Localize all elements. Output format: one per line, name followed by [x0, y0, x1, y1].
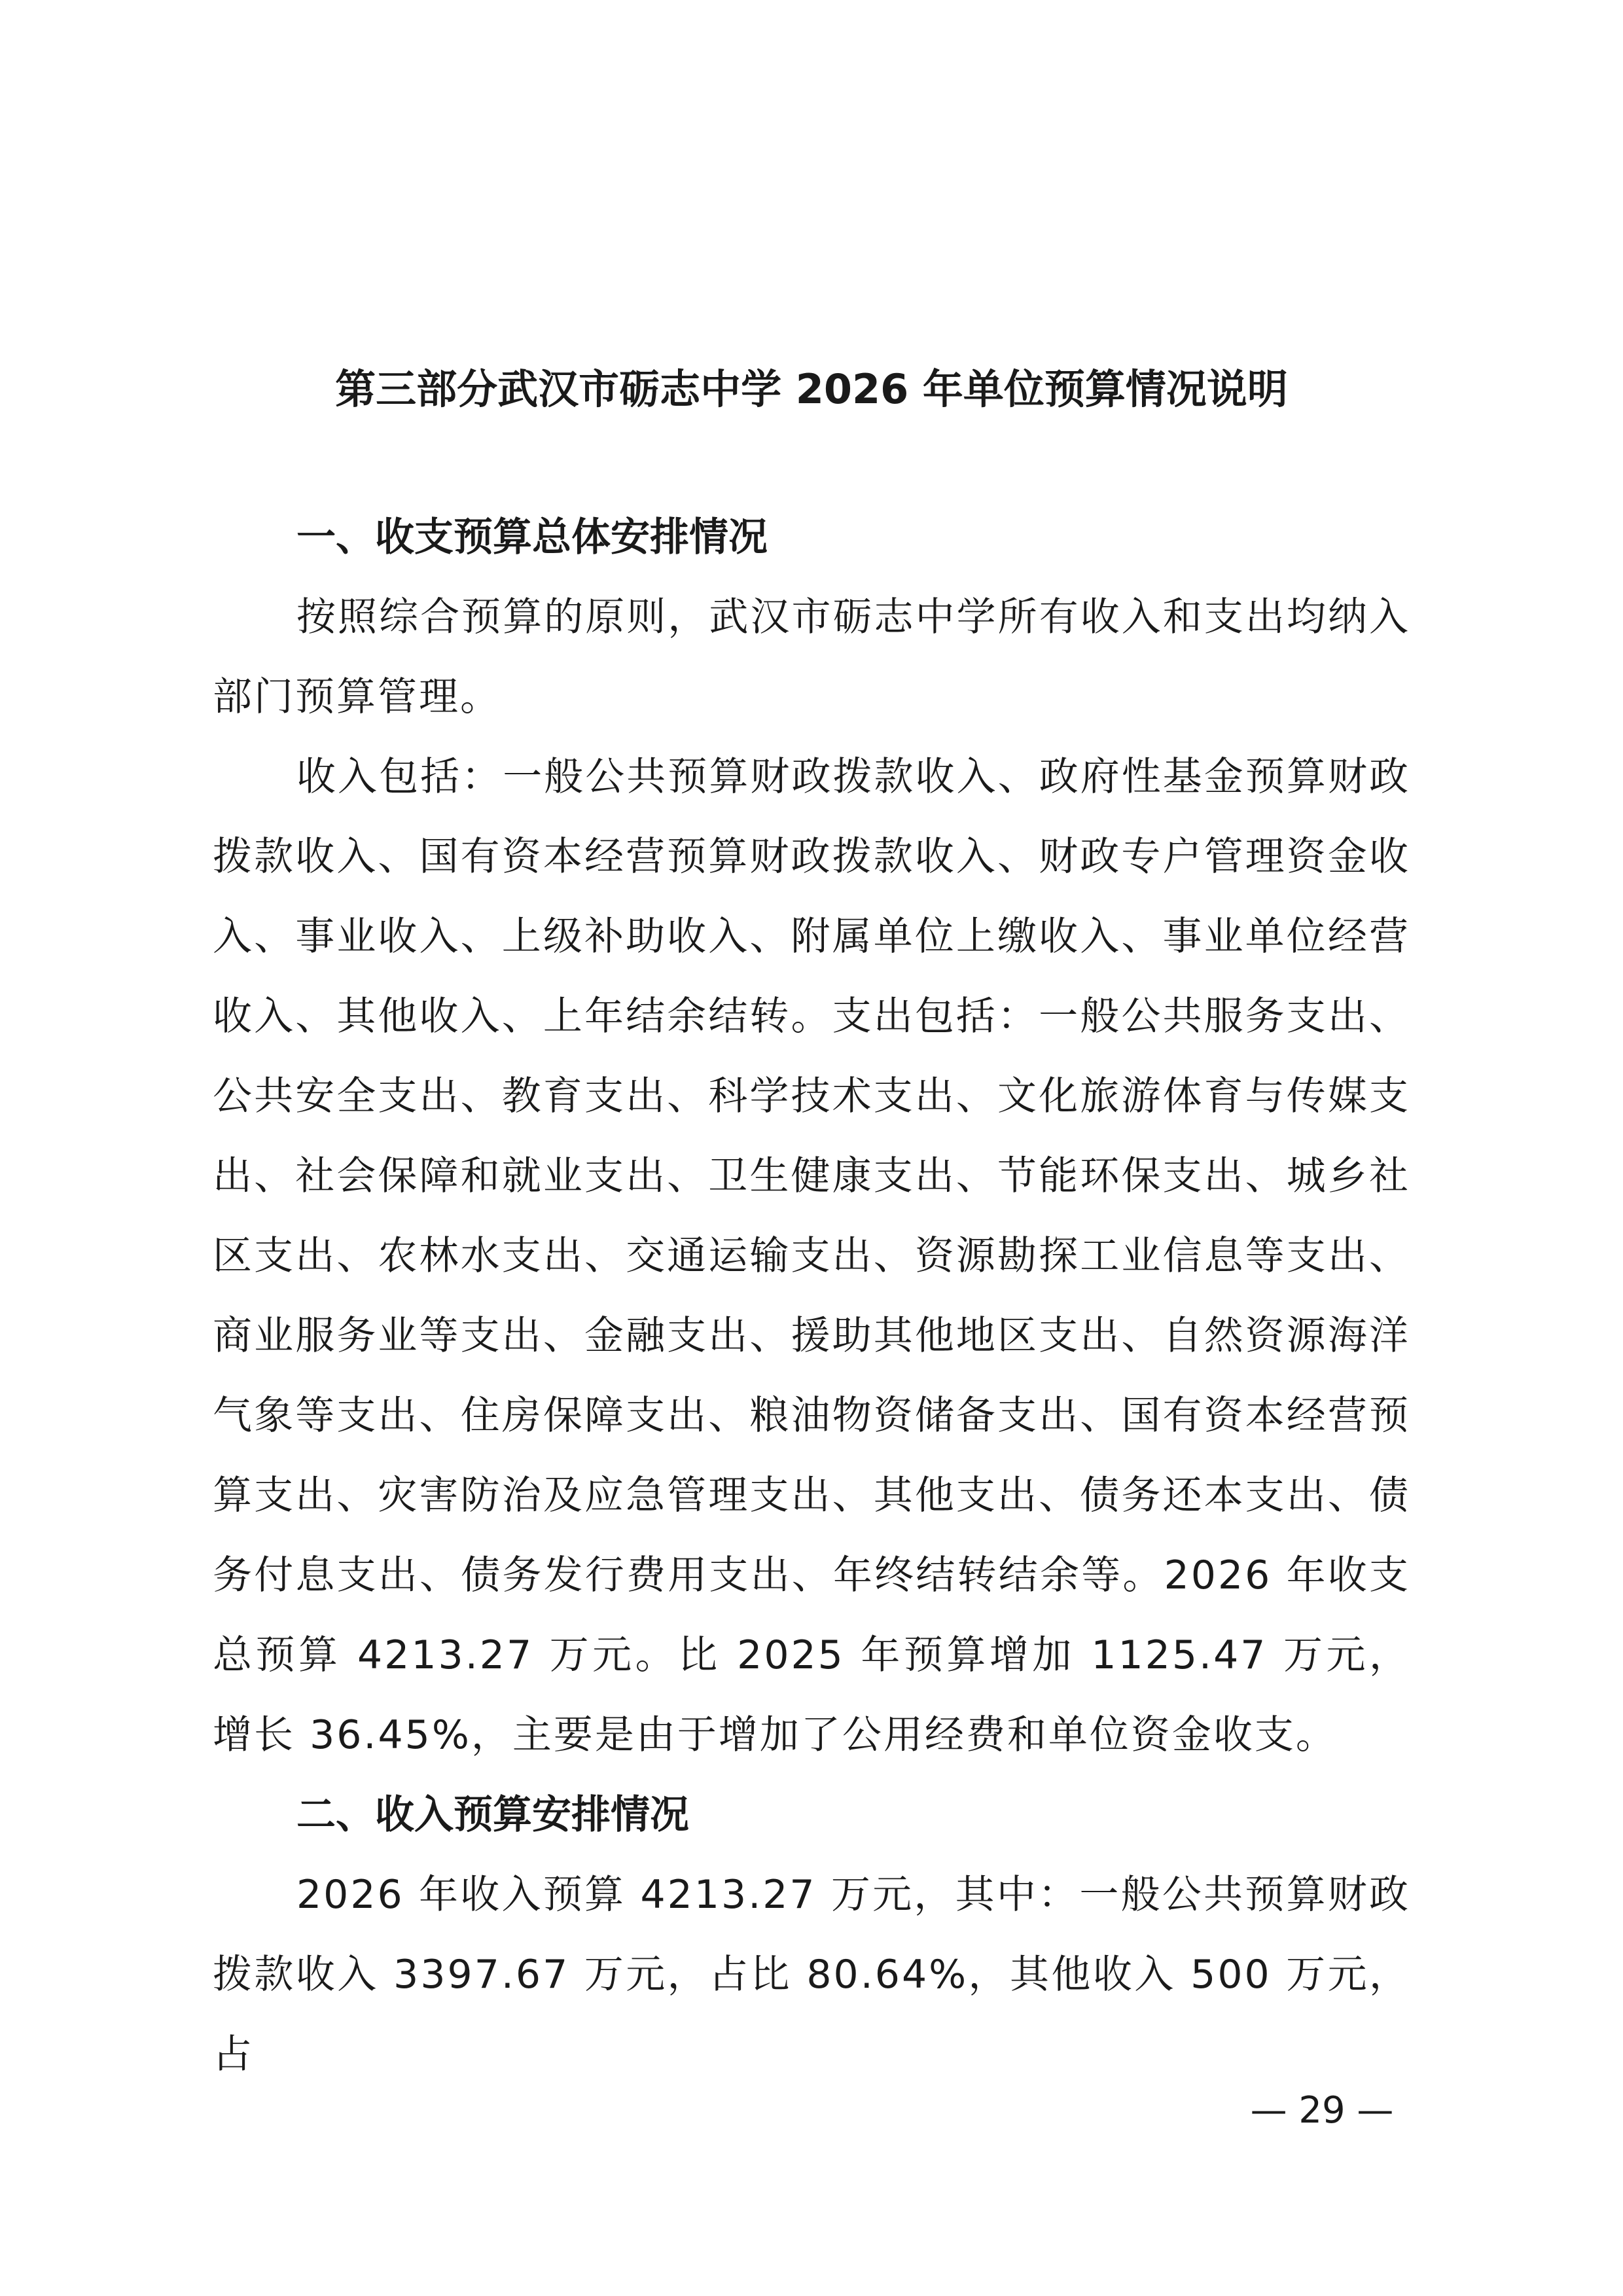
page-number: — 29 — — [1250, 2089, 1394, 2132]
paragraph-income-expenditure-scope: 收入包括：一般公共预算财政拨款收入、政府性基金预算财政拨款收入、国有资本经营预算财政拨款收入、财政专户管理资金收入、事业收入、上级补助收入、附属单位上缴收入、事业单位经营收入、其他收入、上年结余结转。支出包括：一般公共服务支出、公共安全支出、教育支出、科学技术支出、文化旅游体育与传媒支出、社会保障和就业支出、卫生健康支出、节能环保支出、城乡社区支出、农林水支出、交通运输支出、资源勘探工业信息等支出、商业服务业等支出、金融支出、援助其他地区支出、自然资源海洋气象等支出、住房保障支出、粮油物资储备支出、国有资本经营预算支出、灾害防治及应急管理支出、其他支出、债务还本支出、债务付息支出、债务发行费用支出、年终结转结余等。2026 年收支总预算 4213.27 万元。比 2025 年预算增加 1125.47 万元，增长 36.45%，主要是由于增加了公用经费和单位资金收支。 — [213, 754, 1410, 1758]
section-heading-income: 二、收入预算安排情况 — [296, 1792, 689, 1838]
paragraph-income-budget: 2026 年收入预算 4213.27 万元，其中：一般公共预算财政拨款收入 3397.67 万元，占比 80.64%，其他收入 500 万元，占 — [213, 1872, 1410, 2077]
paragraph-budget-principle: 按照综合预算的原则，武汉市砺志中学所有收入和支出均纳入部门预算管理。 — [213, 594, 1410, 720]
section-heading-overall: 一、收支预算总体安排情况 — [296, 514, 768, 560]
document-body — [213, 497, 1410, 2094]
document-title: 第三部分武汉市砺志中学 2026 年单位预算情况说明 — [335, 365, 1288, 413]
